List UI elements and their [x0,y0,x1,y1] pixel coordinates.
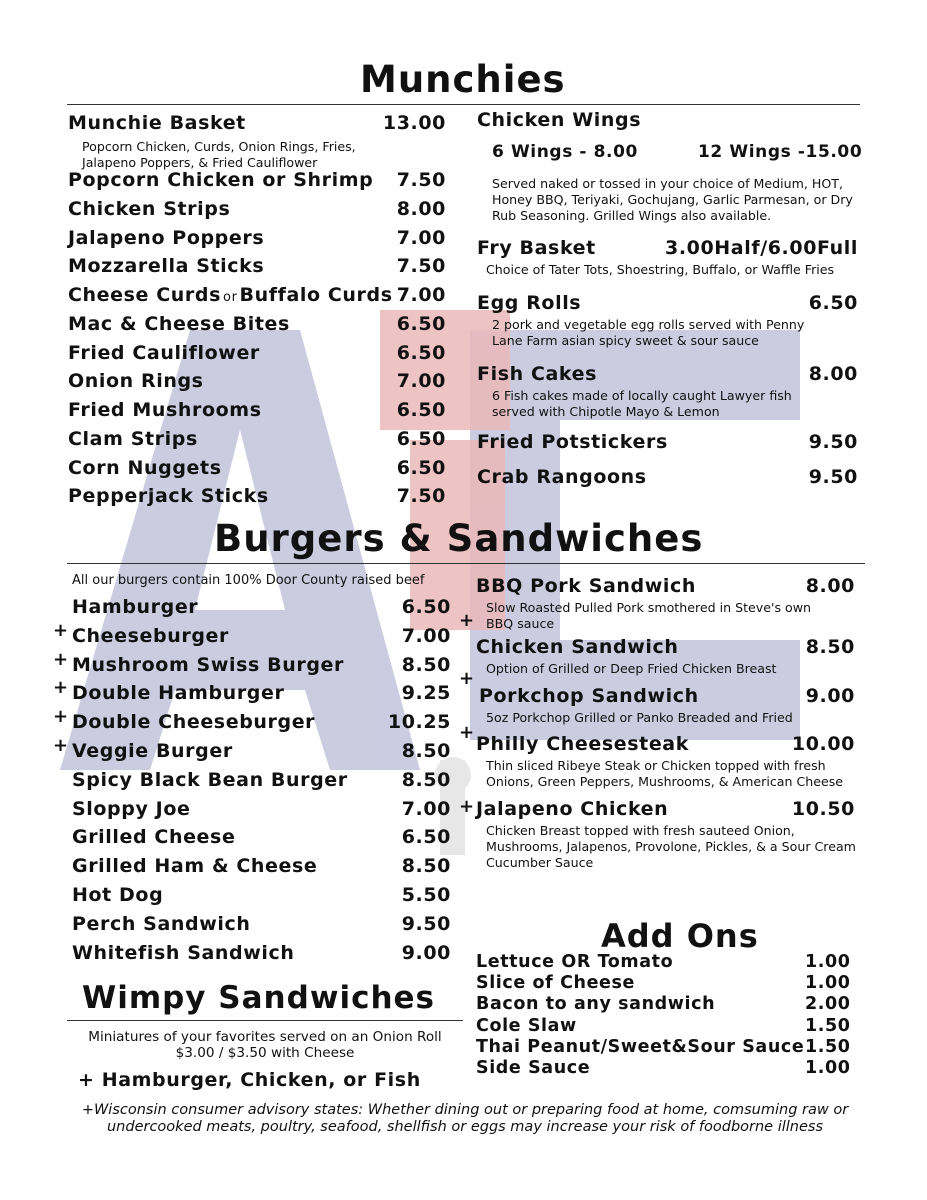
menu-item-name: Chicken Sandwich [476,636,679,658]
menu-item-name: Pepperjack Sticks [68,485,269,507]
menu-item-price: 7.00 [396,370,446,392]
menu-item-name: Mushroom Swiss Burger [72,653,344,676]
menu-item-name: Jalapeno Poppers [68,227,265,249]
menu-item-price: 9.00 [401,941,451,964]
menu-item-desc [486,600,811,632]
menu-item-price: 8.00 [805,575,855,597]
menu-item-desc [486,823,856,871]
menu-item-price: 7.00 [401,624,451,647]
menu-item-name: Jalapeno Chicken [476,798,669,820]
menu-item-price: 6.50 [401,596,451,618]
wimpy-item: + Hamburger, Chicken, or Fish [78,1069,421,1091]
menu-item-name: Fry Basket [477,237,596,259]
menu-item-price: 9.25 [401,682,451,705]
addon-price: 1.00 [805,952,851,972]
plus-marker: + [459,796,475,817]
chicken-wings-name: Chicken Wings [477,109,642,131]
wings-twelve: 12 Wings -15.00 [698,142,863,162]
wings-six: 6 Wings - 8.00 [492,142,638,162]
desc-line: 5oz Porkchop Grilled or Panko Breaded and Fried [486,710,793,725]
menu-item-name: Fried Potstickers [477,431,668,453]
menu-item-price: 7.50 [396,255,446,277]
menu-item-price: 10.00 [791,733,855,755]
consumer-advisory: +Wisconsin consumer advisory states: Whether dining out or preparing food at home, comsuming raw or undercooked meats, poultry, seafood, shellfish or eggs may increase your risk of foodborne illness [81,1102,849,1135]
menu-item-price: 8.00 [396,198,446,220]
wimpy-desc: Miniatures of your favorites served on an Onion Roll $3.00 / $3.50 with Cheese [88,1029,442,1061]
menu-item-desc [492,317,804,349]
addon-name: Bacon to any sandwich [476,994,716,1015]
desc-line: Slow Roasted Pulled Pork smothered in Steve's own [486,600,812,615]
plus-marker: + [459,722,475,743]
addon-price: 2.00 [805,994,851,1015]
menu-item-desc [486,661,776,677]
addon-name: Cole Slaw [476,1015,577,1036]
menu-item-price: 6.50 [396,428,446,450]
menu-item-name: Perch Sandwich [72,912,251,935]
addons-title: Add Ons [601,917,759,955]
menu-item-name: BBQ Pork Sandwich [476,575,697,597]
menu-item-name: Egg Rolls [477,292,582,314]
menu-item-name: Mozzarella Sticks [68,255,265,277]
desc-line: Cucumber Sauce [486,855,594,870]
menu-item-name: Whitefish Sandwich [72,941,295,964]
burger-note: All our burgers contain 100% Door County raised beef [72,573,425,588]
plus-marker: + [53,706,69,728]
plus-marker: + [53,677,69,699]
menu-item-name: Corn Nuggets [68,457,222,479]
plus-marker: + [53,619,69,641]
wimpy-title: Wimpy Sandwiches [82,980,436,1016]
menu-item-name: Hot Dog [72,884,164,906]
menu-item-price: 8.50 [401,768,451,791]
menu-item-name: Grilled Ham & Cheese [72,855,318,878]
menu-item-price: 8.50 [401,653,451,676]
addon-price: 1.50 [805,1015,851,1036]
menu-item-price: 8.50 [805,636,855,658]
item-name-or: or [223,290,238,305]
menu-item-name: Veggie Burger [72,740,233,762]
menu-item-price: 6.50 [396,399,446,421]
plus-marker: + [459,668,475,689]
menu-item-name: Onion Rings [68,370,204,392]
burgers-title: Burgers & Sandwiches [214,517,704,560]
menu-item-price: 8.50 [401,740,451,762]
desc-line: Thin sliced Ribeye Steak or Chicken topped with fresh [486,758,826,773]
addon-price: 1.50 [805,1036,851,1057]
menu-item-name: Sloppy Joe [72,797,191,820]
menu-item-price: 13.00 [382,112,446,134]
munchie-basket-desc: Popcorn Chicken, Curds, Onion Rings, Fries, Jalapeno Poppers, & Fried Cauliflower [82,139,356,170]
menu-item-price: 6.50 [396,313,446,335]
menu-item-name: Cheeseburger [72,624,229,647]
menu-item-desc [486,758,843,790]
addon-name: Lettuce OR Tomato [476,952,674,972]
addon-name: Slice of Cheese [476,973,635,994]
menu-item-name: Spicy Black Bean Burger [72,768,348,791]
menu-item-name: Mac & Cheese Bites [68,313,290,335]
wings-desc: Served naked or tossed in your choice of Medium, HOT, Honey BBQ, Teriyaki, Gochujang, Garlic Parmesan, or Dry Rub Seasoning. Grilled Wings also available. [492,176,853,223]
addon-price: 1.00 [805,973,851,994]
munchies-title: Munchies [360,58,566,101]
addon-name: Thai Peanut/Sweet&Sour Sauce [476,1036,805,1057]
menu-item-name [68,284,393,306]
menu-item-price: 5.50 [401,884,451,906]
menu-item-name: Grilled Cheese [72,826,236,849]
menu-item-name: Fried Cauliflower [68,342,260,364]
desc-line: Chicken Breast topped with fresh sauteed Onion, [486,823,795,838]
menu-item-price: 9.50 [401,912,451,935]
menu-item-name: Fried Mushrooms [68,399,262,421]
menu-item-name: Clam Strips [68,428,198,450]
desc-line: Mushrooms, Jalapenos, Provolone, Pickles, & a Sour Cream [486,839,856,854]
desc-line: 2 pork and vegetable egg rolls served with Penny [492,317,805,332]
menu-item-price: 7.50 [396,485,446,507]
menu-item-price: 6.50 [401,826,451,849]
plus-marker: + [53,648,69,670]
menu-item-price: 9.50 [808,466,858,488]
desc-line: served with Chipotle Mayo & Lemon [492,404,720,419]
menu-item-price: 7.00 [401,797,451,820]
desc-line: BBQ sauce [486,616,555,631]
menu-item-price: 10.25 [387,711,451,734]
menu-item-name: Double Hamburger [72,682,285,705]
munchies-rule [67,104,860,105]
item-name-part: Cheese Curds [68,284,222,306]
menu-item-name: Double Cheeseburger [72,711,316,734]
menu-item-price: 8.00 [808,363,858,385]
menu-item-price: 8.50 [401,855,451,878]
item-name-part: Buffalo Curds [239,284,393,306]
addon-name: Side Sauce [476,1058,591,1078]
menu-item-name: Chicken Strips [68,198,231,220]
menu-item-price: 7.50 [396,169,446,191]
menu-item-price: 9.50 [808,431,858,453]
menu-item-name: Crab Rangoons [477,466,647,488]
menu-item-price: 10.50 [791,798,855,820]
menu-item-name: Fish Cakes [477,363,598,385]
menu-item-name: Philly Cheesesteak [476,733,689,755]
menu-item-price: 9.00 [805,685,855,707]
desc-line: Onions, Green Peppers, Mushrooms, & American Cheese [486,774,844,789]
menu-item-name: Popcorn Chicken or Shrimp [68,169,374,191]
menu-item-name: Hamburger [72,596,199,618]
menu-item-price: 7.00 [396,227,446,249]
menu-item-price: 6.50 [808,292,858,314]
menu-item-price: 7.00 [396,284,446,306]
menu-item-desc [492,388,792,420]
desc-line: Option of Grilled or Deep Fried Chicken Breast [486,661,777,676]
menu-item-price: 3.00Half/6.00Full [665,237,858,259]
menu-item-name: Munchie Basket [68,112,246,134]
burgers-rule [67,563,865,564]
menu-item-price: 6.50 [396,457,446,479]
menu-item-desc [486,710,793,726]
desc-line: Choice of Tater Tots, Shoestring, Buffalo, or Waffle Fries [486,262,835,277]
desc-line: Lane Farm asian spicy sweet & sour sauce [492,333,759,348]
desc-line: 6 Fish cakes made of locally caught Lawyer fish [492,388,792,403]
wimpy-rule [67,1020,463,1021]
menu-item-price: 6.50 [396,342,446,364]
plus-marker: + [459,610,475,631]
addon-price: 1.00 [805,1058,851,1078]
plus-marker: + [53,735,69,756]
menu-item-desc [486,262,834,278]
menu-item-name: Porkchop Sandwich [479,685,699,707]
